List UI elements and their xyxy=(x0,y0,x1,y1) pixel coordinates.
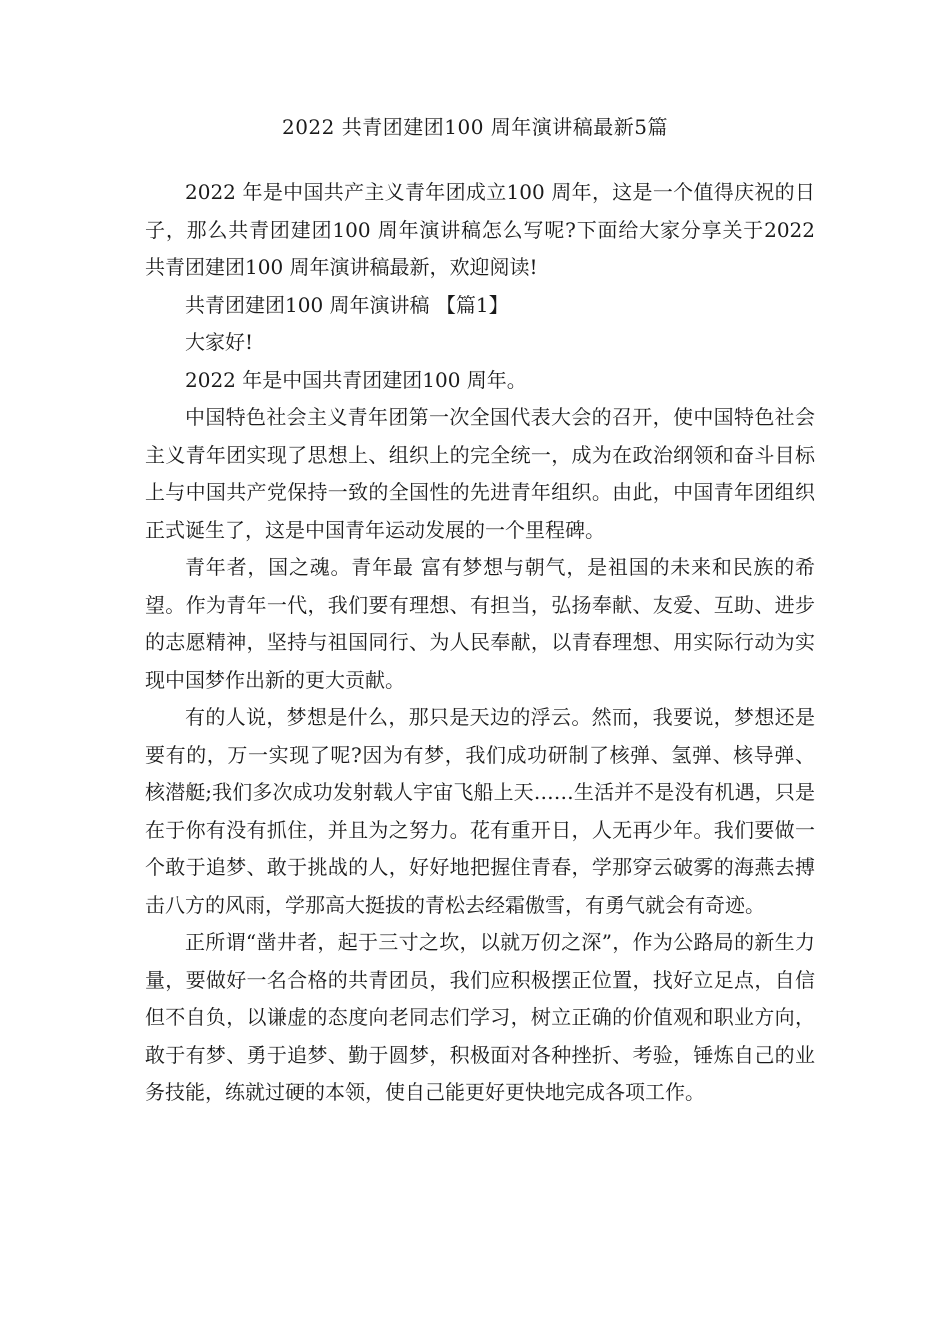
body-paragraph: 有的人说，梦想是什么，那只是天边的浮云。然而，我要说，梦想还是要有的，万一实现了呢?因为有梦，我们成功研制了核弹、氢弹、核导弹、核潜艇;我们多次成功发射载人宇宙飞船上天……生活并不是没有机遇，只是在于你有没有抓住，并且为之努力。花有重开日，人无再少年。我们要做一个敢于追梦、敢于挑战的人，好好地把握住青春，学那穿云破雾的海燕去搏击八方的风雨，学那高大挺拔的青松去经霜傲雪，有勇气就会有奇迹。 xyxy=(145,705,815,917)
body-paragraph: 青年者，国之魂。青年最 富有梦想与朝气，是祖国的未来和民族的希望。作为青年一代，我们要有理想、有担当，弘扬奉献、友爱、互助、进步的志愿精神，坚持与祖国同行、为人民奉献，以青春理想、用实际行动为实现中国梦作出新的更大贡献。 xyxy=(145,555,815,692)
intro-paragraph: 2022 年是中国共产主义青年团成立100 周年，这是一个值得庆祝的日子，那么共青团建团100 周年演讲稿怎么写呢?下面给大家分享关于2022 共青团建团100 周年演讲稿最新，欢迎阅读! xyxy=(145,180,815,279)
document-title: 2022 共青团建团100 周年演讲稿最新5篇 xyxy=(281,115,668,139)
body-paragraph: 正所谓“凿井者，起于三寸之坎，以就万仞之深”，作为公路局的新生力量，要做好一名合格的共青团员，我们应积极摆正位置，找好立足点，自信但不自负，以谦虚的态度向老同志们学习，树立正确的价值观和职业方向，敢于有梦、勇于追梦、勤于圆梦，积极面对各种挫折、考验，锤炼自己的业务技能，练就过硬的本领，使自己能更好更快地完成各项工作。 xyxy=(145,930,815,1104)
body-paragraph: 2022 年是中国共青团建团100 周年。 xyxy=(185,367,527,392)
document-body xyxy=(145,174,815,1112)
greeting-paragraph: 大家好! xyxy=(185,330,254,354)
body-paragraph: 中国特色社会主义青年团第一次全国代表大会的召开，使中国特色社会主义青年团实现了思想上、组织上的完全统一，成为在政治纲领和奋斗目标上与中国共产党保持一致的全国性的先进青年组织。由此，中国青年团组织正式诞生了，这是中国青年运动发展的一个里程碑。 xyxy=(145,405,815,542)
section-heading: 共青团建团100 周年演讲稿 【篇1】 xyxy=(185,292,509,317)
